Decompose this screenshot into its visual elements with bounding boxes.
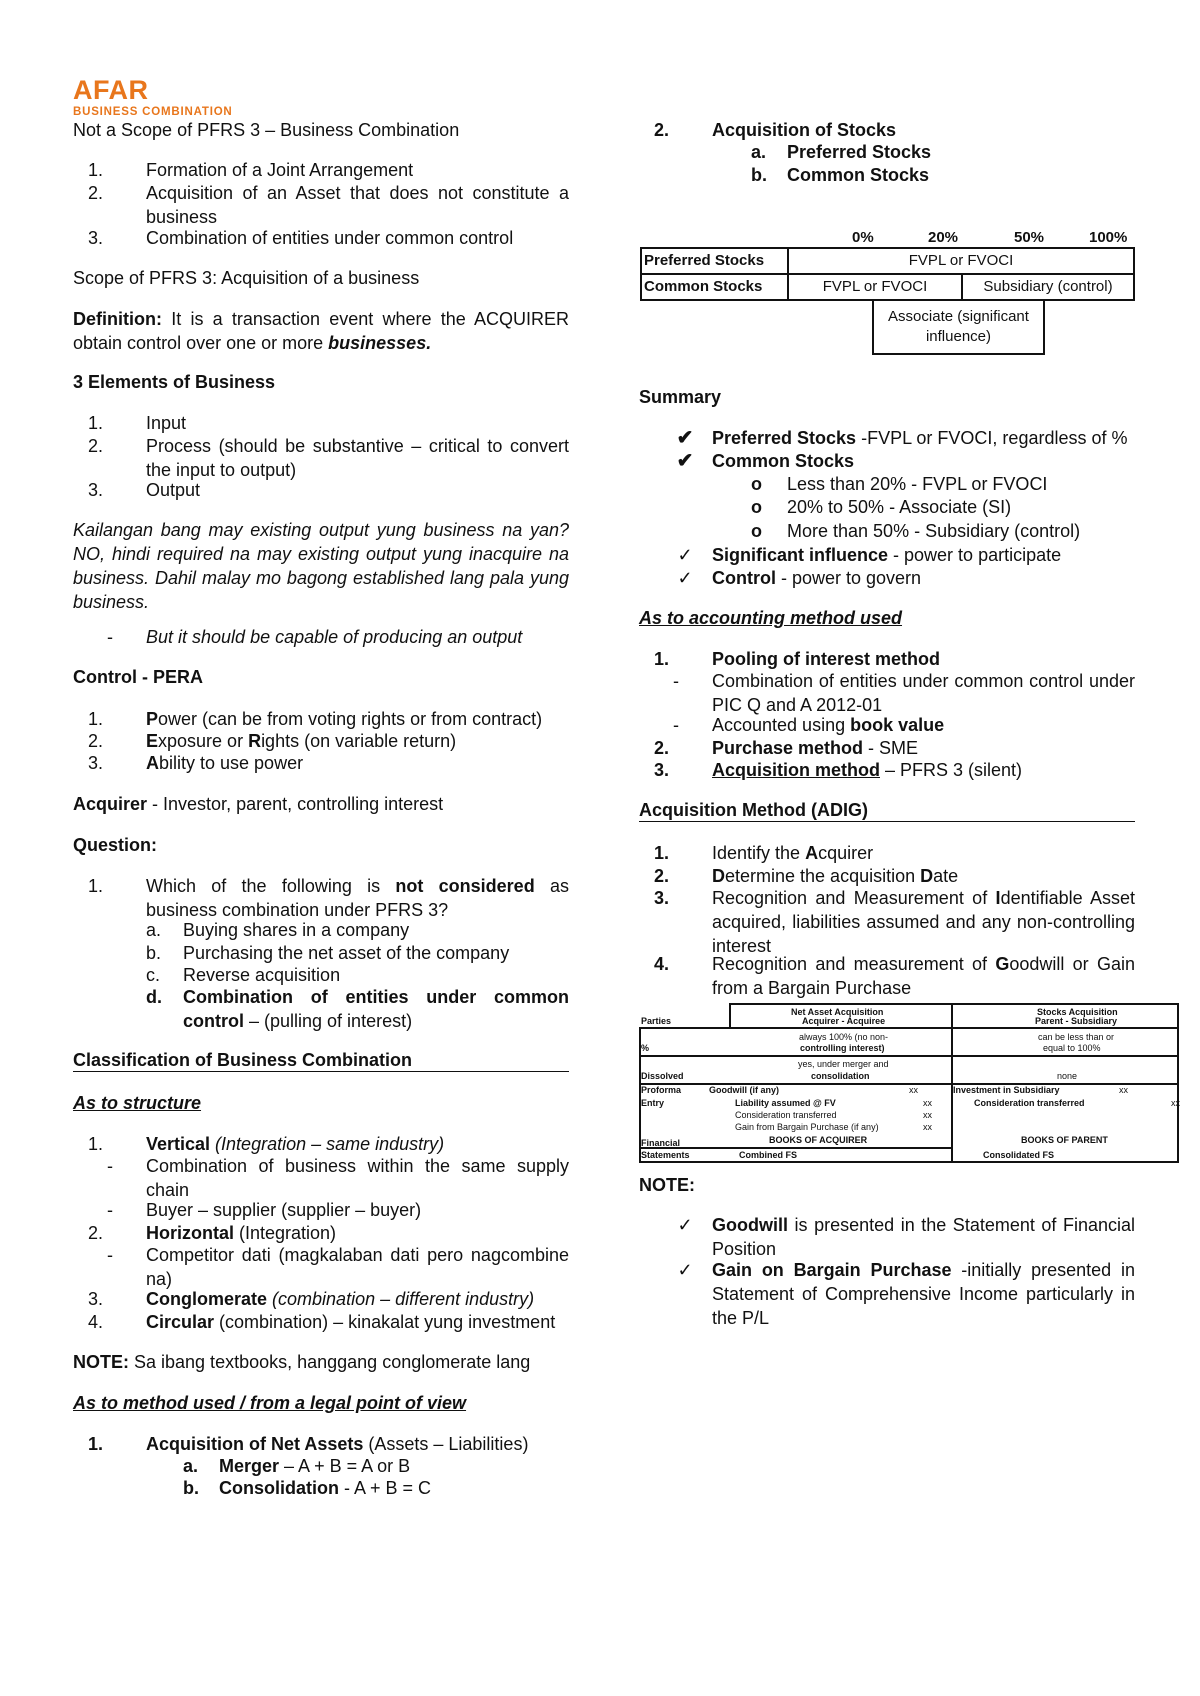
sub-item: Merger – A + B = A or B: [219, 1456, 411, 1476]
list-item: Pooling of interest method: [712, 649, 940, 669]
dash-item: Competitor dati (magkalaban dati pero nagcombine na): [146, 1245, 569, 1289]
sub-item: Consolidation - A + B = C: [219, 1478, 432, 1498]
check-icon: ✓: [677, 545, 693, 565]
list-item: Vertical (Integration – same industry): [146, 1134, 445, 1154]
dash-item: Buyer – supplier (supplier – buyer): [146, 1200, 422, 1220]
pct-100: 100%: [1089, 229, 1128, 246]
list-item: Input: [146, 413, 187, 433]
pct-50: 50%: [1014, 229, 1045, 246]
check-icon: ✓: [677, 1260, 693, 1280]
common-low: FVPL or FVOCI: [787, 273, 963, 301]
control-title: Control - PERA: [73, 667, 203, 687]
list-item: Acquisition of Net Assets (Assets – Liabilities): [146, 1434, 529, 1454]
pct-20: 20%: [928, 229, 959, 246]
bullet-o-icon: o: [751, 521, 762, 541]
as-structure-heading: As to structure: [73, 1093, 202, 1113]
list-item: Power (can be from voting rights or from contract): [146, 709, 543, 729]
italic-dash-item: But it should be capable of producing an output: [146, 627, 523, 647]
definition: Definition: It is a transaction event where the ACQUIRER obtain control over one or more businesses.: [73, 309, 569, 353]
note-title: NOTE:: [639, 1175, 695, 1195]
dash-item: Combination of business within the same supply chain: [146, 1156, 569, 1200]
list-item: Ability to use power: [146, 753, 304, 773]
summary-item: Control - power to govern: [712, 568, 922, 588]
list-item: Recognition and measurement of Goodwill or Gain from a Bargain Purchase: [712, 954, 1135, 998]
list-item: Determine the acquisition Date: [712, 866, 959, 886]
answer-item: Combination of entities under common control – (pulling of interest): [183, 987, 569, 1031]
common-label: Common Stocks: [640, 273, 789, 301]
sub-item: Preferred Stocks: [787, 142, 932, 162]
pref-value: FVPL or FVOCI: [787, 247, 1135, 275]
choice-item: Purchasing the net asset of the company: [183, 943, 510, 963]
acct-method-heading: As to accounting method used: [639, 608, 903, 628]
summary-sub-item: Less than 20% - FVPL or FVOCI: [787, 474, 1048, 494]
acquirer-line: Acquirer - Investor, parent, controlling interest: [73, 794, 444, 814]
bullet-o-icon: o: [751, 497, 762, 517]
note-item: Goodwill is presented in the Statement of Financial Position: [712, 1215, 1135, 1259]
pct-0: 0%: [852, 229, 874, 246]
note-line: NOTE: Sa ibang textbooks, hanggang conglomerate lang: [73, 1352, 531, 1372]
common-high: Subsidiary (control): [961, 273, 1135, 301]
classification-title: Classification of Business Combination: [73, 1050, 413, 1070]
list-item: Recognition and Measurement of Identifiable Asset acquired, liabilities assumed and any non-controlling interest: [712, 888, 1135, 956]
associate-box: Associate (significant influence): [872, 299, 1045, 355]
list-item: Horizontal (Integration): [146, 1223, 337, 1243]
elements-title: 3 Elements of Business: [73, 372, 276, 392]
list-item: Acquisition method – PFRS 3 (silent): [712, 760, 1023, 780]
summary-sub-item: 20% to 50% - Associate (SI): [787, 497, 1012, 517]
check-icon: ✓: [677, 568, 693, 588]
list-item: Purchase method - SME: [712, 738, 919, 758]
check-icon: ✔: [676, 450, 694, 472]
brand-title: AFAR: [73, 75, 149, 105]
choice-item: Buying shares in a company: [183, 920, 410, 940]
summary-item: Preferred Stocks -FVPL or FVOCI, regardless of %: [712, 428, 1128, 448]
list-item: Acquisition of Stocks: [712, 120, 897, 140]
list-item: Process (should be substantive – critical to convert the input to output): [146, 436, 569, 480]
choice-item: Reverse acquisition: [183, 965, 341, 985]
list-item: Circular (combination) – kinakalat yung investment: [146, 1312, 556, 1332]
scope-title: Scope of PFRS 3: Acquisition of a business: [73, 268, 420, 288]
dash-item: Combination of entities under common control under PIC Q and A 2012-01: [712, 671, 1135, 715]
summary-item: Common Stocks: [712, 451, 855, 471]
summary-sub-item: More than 50% - Subsidiary (control): [787, 521, 1081, 541]
adig-title: Acquisition Method (ADIG): [639, 800, 868, 820]
summary-title: Summary: [639, 387, 722, 407]
not-scope-title: Not a Scope of PFRS 3 – Business Combination: [73, 120, 460, 140]
dash-item: Accounted using book value: [712, 715, 945, 735]
list-item: Acquisition of an Asset that does not constitute a business: [146, 183, 569, 227]
summary-item: Significant influence - power to participate: [712, 545, 1062, 565]
topic-subtitle: BUSINESS COMBINATION: [73, 106, 233, 118]
list-item: Identify the Acquirer: [712, 843, 874, 863]
pref-label: Preferred Stocks: [640, 247, 789, 275]
comparison-table: Net Asset Acquisition Stocks Acquisition Acquirer - Acquiree Parent - Subsidiary Parties always 100% (no non- controlling interest) can be less than or equal to 100% % yes, under merger and consolidation none Dissolved Proforma Entry Goodwill (if any) xx Liability assumed @ FV xx Consideration transferred xx Gain from Bargain Purchase (if any) xx BOOKS OF ACQUIRER Investment in Subsidiary xx Consideration transferred xx BOOKS OF PARENT Financial Statements Combined FS Consolidated FS: [639, 1003, 1179, 1163]
check-icon: ✔: [676, 427, 694, 449]
list-item: Output: [146, 480, 201, 500]
question-label: Question:: [73, 835, 157, 855]
italic-paragraph: Kailangan bang may existing output yung business na yan? NO, hindi required na may existing output yung inacquire na business. Dahil malay mo bagong established lang pala yung business.: [73, 520, 569, 612]
note-item: Gain on Bargain Purchase -initially presented in Statement of Comprehensive Income particularly in the P/L: [712, 1260, 1135, 1328]
list-item: Combination of entities under common control: [146, 228, 514, 248]
question-text: Which of the following is not considered as business combination under PFRS 3?: [146, 876, 569, 920]
list-item: Conglomerate (combination – different industry): [146, 1289, 535, 1309]
as-method-heading: As to method used / from a legal point of view: [73, 1393, 467, 1413]
check-icon: ✓: [677, 1215, 693, 1235]
bullet-o-icon: o: [751, 474, 762, 494]
sub-item: Common Stocks: [787, 165, 930, 185]
list-item: Formation of a Joint Arrangement: [146, 160, 414, 180]
list-item: Exposure or Rights (on variable return): [146, 731, 457, 751]
